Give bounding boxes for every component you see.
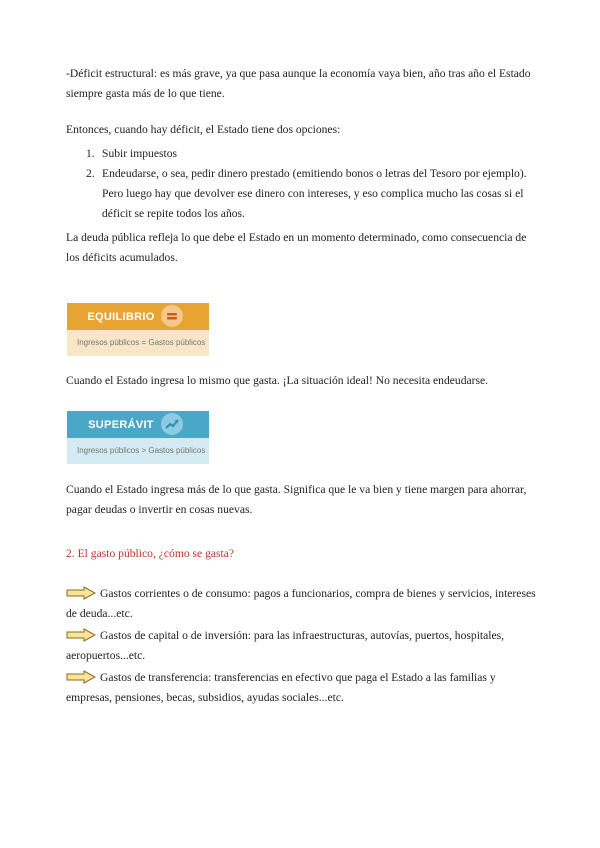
- equilibrio-header: [67, 303, 209, 330]
- list-item: [66, 144, 536, 164]
- paragraph-deuda-publica: La deuda pública refleja lo que debe el Estado en un momento determinado, como consecuencia de los déficits acumulados.: [66, 231, 527, 264]
- superavit-formula: Ingresos públicos > Gastos públicos: [67, 438, 209, 464]
- gasto-text: Gastos corrientes o de consumo: pagos a funcionarios, compra de bienes y servicios, intereses de deuda...etc.: [66, 587, 536, 620]
- list-item: [66, 164, 536, 224]
- section-heading: 2. El gasto público, ¿cómo se gasta?: [66, 547, 235, 560]
- list-item: [66, 626, 536, 666]
- arrow-right-icon: [66, 628, 96, 642]
- equilibrio-title: EQUILIBRIO: [87, 311, 155, 323]
- paragraph-deficit-estructural: -Déficit estructural: es más grave, ya que pasa aunque la economía vaya bien, año tras año el Estado siempre gasta más de lo que tiene.: [66, 67, 531, 100]
- list-text: Subir impuestos: [102, 147, 178, 160]
- list-number: 2.: [86, 167, 95, 180]
- list-item: [66, 584, 536, 624]
- superavit-header: [67, 411, 209, 438]
- arrow-right-icon: [66, 586, 96, 600]
- gasto-text: Gastos de transferencia: transferencias en efectivo que paga el Estado a las familias y empresas, pensiones, becas, subsidios, ayudas sociales...etc.: [66, 671, 496, 704]
- arrow-right-icon: [66, 670, 96, 684]
- list-text: Endeudarse, o sea, pedir dinero prestado (emitiendo bonos o letras del Tesoro por ejemplo). Pero luego hay que devolver ese dinero con intereses, y eso complica mucho las cosas si el déficit se repite todos los años.: [102, 167, 527, 220]
- balance-icon: [161, 305, 183, 327]
- superavit-box: [67, 411, 209, 464]
- gasto-text: Gastos de capital o de inversión: para las infraestructuras, autovías, puertos, hospitales, aeropuertos...etc.: [66, 629, 505, 662]
- paragraph-opciones-intro: Entonces, cuando hay déficit, el Estado tiene dos opciones:: [66, 123, 341, 136]
- equilibrio-formula: Ingresos públicos = Gastos públicos: [67, 330, 209, 356]
- list-item: [66, 668, 536, 708]
- paragraph-superavit: Cuando el Estado ingresa más de lo que gasta. Significa que le va bien y tiene margen para ahorrar, pagar deudas o invertir en cosas nuevas.: [66, 483, 527, 516]
- list-number: 1.: [86, 147, 95, 160]
- options-list: [66, 144, 536, 224]
- trend-up-icon: [161, 413, 183, 435]
- equilibrio-box: [67, 303, 209, 356]
- superavit-title: SUPERÁVIT: [88, 419, 154, 431]
- paragraph-equilibrio: Cuando el Estado ingresa lo mismo que gasta. ¡La situación ideal! No necesita endeudarse.: [66, 374, 489, 387]
